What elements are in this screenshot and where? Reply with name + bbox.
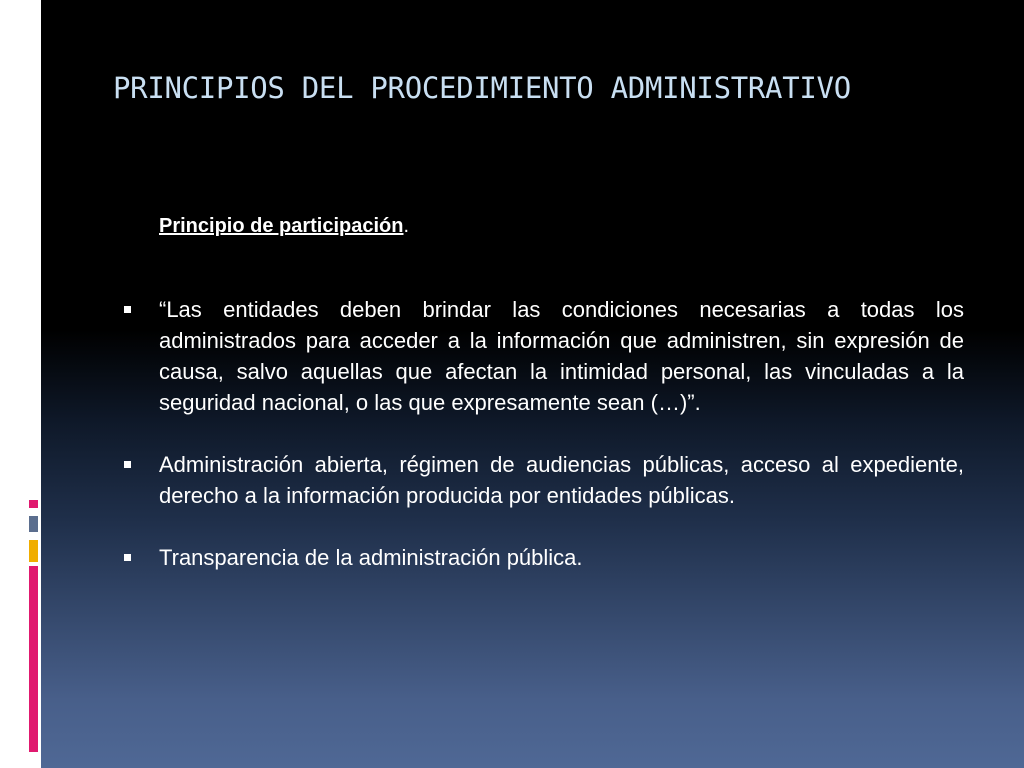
list-item <box>124 449 964 511</box>
bullet-text: Administración abierta, régimen de audiencias públicas, acceso al expediente, derecho a la información producida por entidades públicas. <box>159 452 964 508</box>
bullet-text: “Las entidades deben brindar las condiciones necesarias a todas los administrados para acceder a la información que administren, sin expresión de causa, salvo aquellas que afectan la intimidad personal, las vinculadas a la seguridad nacional, o las que expresamente sean (…)”. <box>159 297 964 415</box>
slide-title: PRINCIPIOS DEL PROCEDIMIENTO ADMINISTRATIVO <box>113 71 851 105</box>
bullet-text: Transparencia de la administración pública. <box>159 545 583 570</box>
accent-bar-pink-long <box>29 566 38 752</box>
bullet-list <box>124 294 964 604</box>
square-bullet-icon <box>124 554 131 561</box>
square-bullet-icon <box>124 306 131 313</box>
list-item <box>124 542 964 573</box>
list-item <box>124 294 964 418</box>
square-bullet-icon <box>124 461 131 468</box>
subheading-text: Principio de participación <box>159 215 404 237</box>
accent-bar-yellow <box>29 540 38 562</box>
accent-bar-slate <box>29 516 38 532</box>
subheading-period: . <box>403 215 410 237</box>
accent-bar-pink-small <box>29 500 38 508</box>
left-margin-strip <box>0 0 41 768</box>
section-subheading <box>159 212 409 240</box>
